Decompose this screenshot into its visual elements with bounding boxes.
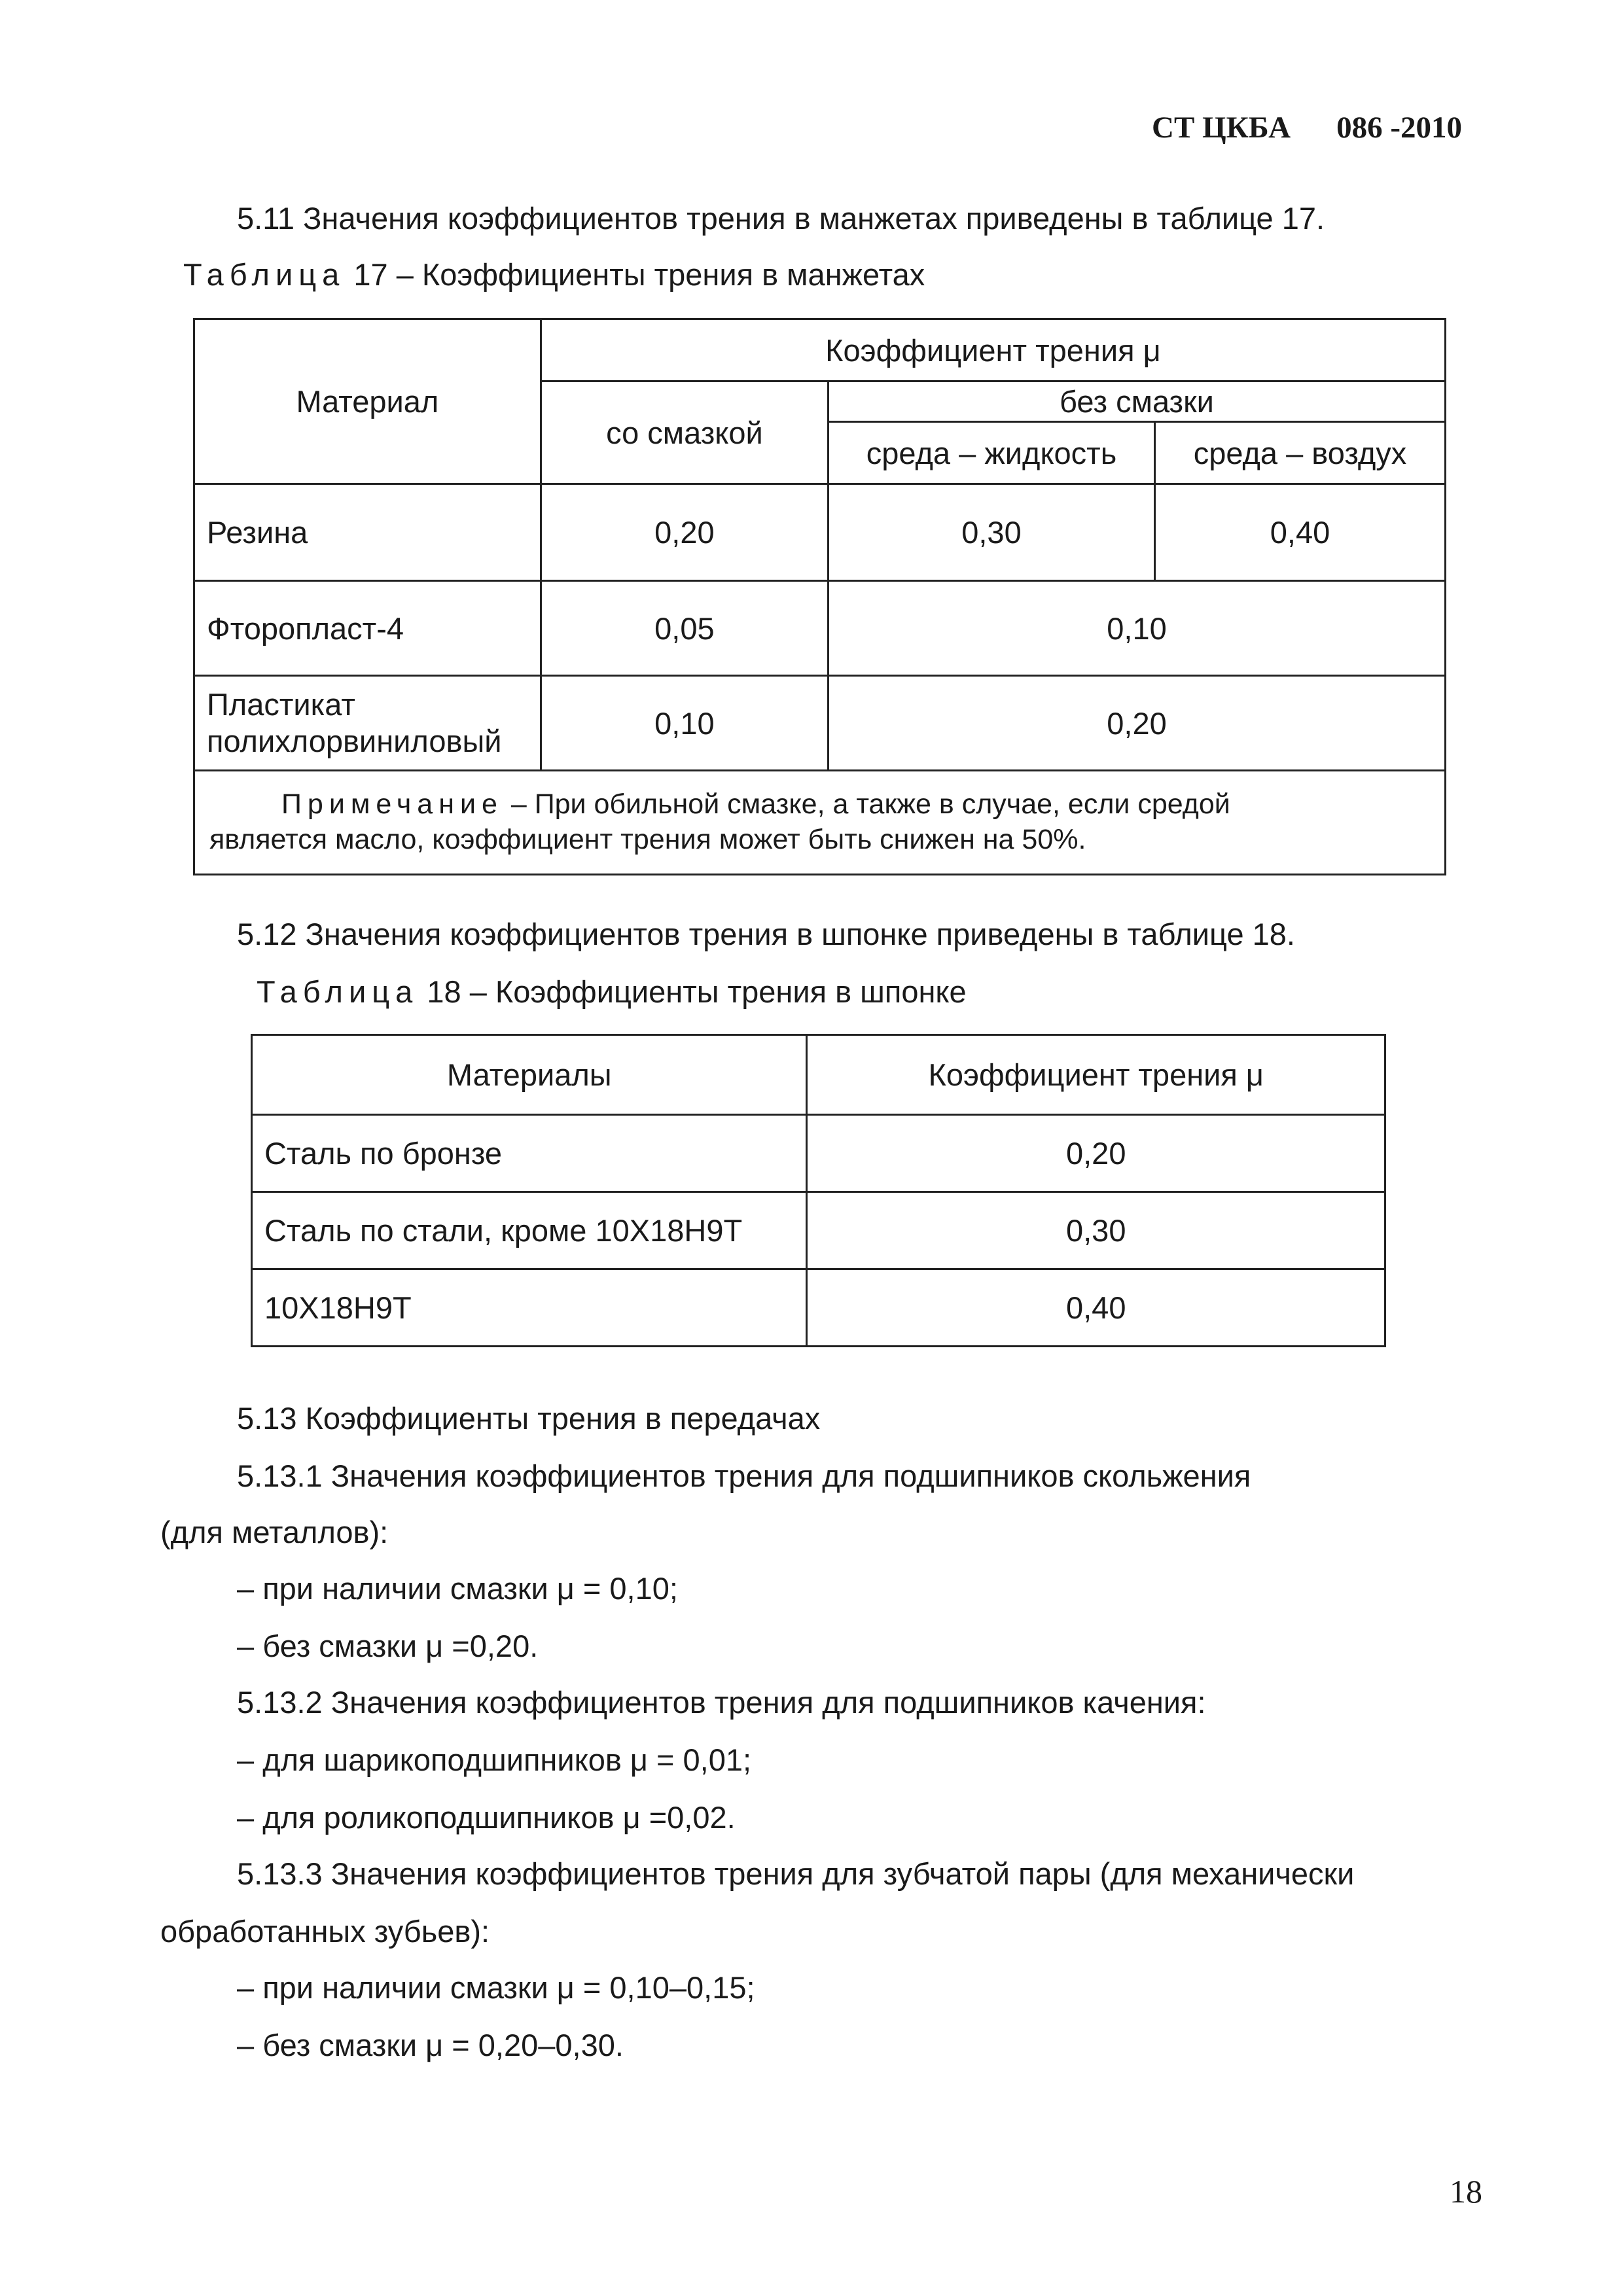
cell-value: 0,20 <box>807 1115 1385 1192</box>
table-17-caption-prefix: Таблица <box>183 257 346 292</box>
table-row <box>252 1269 1385 1347</box>
table-note <box>194 771 1446 875</box>
note-text-line2: является масло, коэффициент трения может быть снижен на 50%. <box>209 823 1086 855</box>
cell-value: 0,20 <box>828 676 1445 771</box>
cell-value: 0,40 <box>807 1269 1385 1347</box>
list-item: – без смазки μ = 0,20–0,30. <box>237 2028 624 2062</box>
cell-material: Резина <box>194 484 541 581</box>
table-18 <box>251 1034 1386 1347</box>
paragraph-5-12: 5.12 Значения коэффициентов трения в шпонке приведены в таблице 18. <box>237 917 1295 951</box>
standard-number: 086 -2010 <box>1336 111 1462 145</box>
cell-material <box>194 676 541 771</box>
page-number: 18 <box>1450 2173 1482 2210</box>
header-coefficient: Коэффициент трения μ <box>541 319 1445 381</box>
table-17 <box>193 318 1446 875</box>
table-18-caption <box>257 974 967 1010</box>
header-with-lubrication: со смазкой <box>541 381 828 484</box>
list-item: – при наличии смазки μ = 0,10–0,15; <box>237 1970 755 2005</box>
table-row <box>194 676 1446 771</box>
cell-value: 0,30 <box>807 1192 1385 1269</box>
header-medium-liquid: среда – жидкость <box>828 422 1154 484</box>
table-note-row <box>194 771 1446 875</box>
cell-value: 0,20 <box>541 484 828 581</box>
section-5-13-1-line2: (для металлов): <box>160 1515 389 1549</box>
cell-value: 0,30 <box>828 484 1154 581</box>
cell-material: Фторопласт-4 <box>194 581 541 676</box>
table-row <box>194 581 1446 676</box>
cell-material-line: Пластикат <box>207 686 355 722</box>
header-materials: Материалы <box>252 1035 807 1115</box>
cell-value: 0,40 <box>1154 484 1445 581</box>
note-prefix: Примечание <box>281 788 503 820</box>
list-item: – при наличии смазки μ = 0,10; <box>237 1571 678 1606</box>
cell-value: 0,05 <box>541 581 828 676</box>
table-row <box>252 1192 1385 1269</box>
header-medium-air: среда – воздух <box>1154 422 1445 484</box>
list-item: – для шарикоподшипников μ = 0,01; <box>237 1742 752 1777</box>
standard-code: СТ ЦКБА <box>1152 111 1291 145</box>
list-item: – для роликоподшипников μ =0,02. <box>237 1800 736 1835</box>
section-5-13-3-line1: 5.13.3 Значения коэффициентов трения для зубчатой пары (для механически <box>237 1856 1355 1891</box>
cell-material: Сталь по бронзе <box>252 1115 807 1192</box>
cell-material-line: полихлорвиниловый <box>207 724 502 758</box>
table-row <box>252 1115 1385 1192</box>
header-material: Материал <box>194 319 541 484</box>
note-text-line1: – При обильной смазке, а также в случае, если средой <box>503 788 1230 820</box>
table-17-caption <box>183 256 925 293</box>
cell-material: Сталь по стали, кроме 10Х18Н9Т <box>252 1192 807 1269</box>
paragraph-5-11: 5.11 Значения коэффициентов трения в манжетах приведены в таблице 17. <box>237 201 1325 236</box>
section-5-13-2: 5.13.2 Значения коэффициентов трения для подшипников качения: <box>237 1685 1206 1720</box>
table-18-caption-prefix: Таблица <box>257 974 419 1009</box>
table-17-caption-text: 17 – Коэффициенты трения в манжетах <box>345 257 925 292</box>
cell-value: 0,10 <box>541 676 828 771</box>
section-5-13-title: 5.13 Коэффициенты трения в передачах <box>237 1401 821 1436</box>
table-row <box>194 484 1446 581</box>
header-coefficient: Коэффициент трения μ <box>807 1035 1385 1115</box>
list-item: – без смазки μ =0,20. <box>237 1629 539 1663</box>
section-5-13-3-line2: обработанных зубьев): <box>160 1914 490 1949</box>
table-18-caption-text: 18 – Коэффициенты трения в шпонке <box>418 974 967 1009</box>
section-5-13-1-line1: 5.13.1 Значения коэффициентов трения для подшипников скольжения <box>237 1458 1251 1493</box>
cell-value: 0,10 <box>828 581 1445 676</box>
document-header <box>1152 110 1462 145</box>
cell-material: 10Х18Н9Т <box>252 1269 807 1347</box>
header-without-lubrication: без смазки <box>828 381 1445 422</box>
